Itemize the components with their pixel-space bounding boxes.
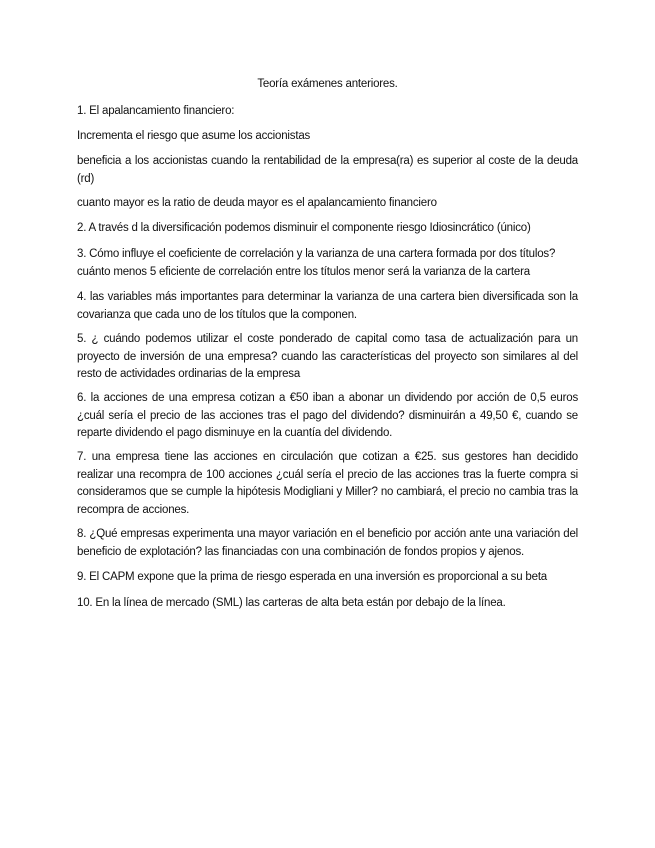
paragraph-question-1: 1. El apalancamiento financiero: bbox=[77, 105, 235, 117]
paragraph-answer-1b: beneficia a los accionistas cuando la rentabilidad de la empresa(ra) es superior al coste de la deuda (rd) bbox=[77, 155, 578, 185]
paragraph-item-2: 2. A través d la diversificación podemos disminuir el componente riesgo Idiosincrático (único) bbox=[77, 222, 531, 234]
paragraph-item-10: 10. En la línea de mercado (SML) las carteras de alta beta están por debajo de la línea. bbox=[77, 597, 506, 609]
paragraph-item-8: 8. ¿Qué empresas experimenta una mayor variación en el beneficio por acción ante una variación del beneficio de explotación? las financiadas con una combinación de fondos propios y ajenos. bbox=[77, 528, 578, 558]
paragraph-answer-1a: Incrementa el riesgo que asume los accionistas bbox=[77, 130, 311, 142]
paragraph-item-9: 9. El CAPM expone que la prima de riesgo esperada en una inversión es proporcional a su beta bbox=[77, 571, 548, 583]
paragraph-item-4: 4. las variables más importantes para determinar la varianza de una cartera bien diversificada son la covarianza que cada uno de los títulos que la componen. bbox=[77, 291, 578, 321]
document-title: Teoría exámenes anteriores. bbox=[257, 78, 398, 90]
paragraph-item-5: 5. ¿ cuándo podemos utilizar el coste ponderado de capital como tasa de actualización para un proyecto de inversión de una empresa? cuando las características del proyecto son similares al del resto de actividades ordinarias de la empresa bbox=[77, 333, 578, 380]
paragraph-answer-1c: cuanto mayor es la ratio de deuda mayor es el apalancamiento financiero bbox=[77, 197, 437, 209]
paragraph-item-6: 6. la acciones de una empresa cotizan a €50 iban a abonar un dividendo por acción de 0,5 euros ¿cuál sería el precio de las acciones tras el pago del dividendo? disminuirán a 49,50 €, cuando se reparte dividendo el pago disminuye en la cuantía del dividendo. bbox=[77, 392, 578, 439]
paragraph-item-3: 3. Cómo influye el coeficiente de correlación y la varianza de una cartera formada por dos títulos? cuánto menos 5 eficiente de correlación entre los títulos menor será la varianza de la cartera bbox=[77, 248, 556, 278]
paragraph-item-7: 7. una empresa tiene las acciones en circulación que cotizan a €25. sus gestores han decidido realizar una recompra de 100 acciones ¿cuál sería el precio de las acciones tras la fuerte compra si consideramos que se cumple la hipótesis Modigliani y Miller? no cambiará, el precio no cambia tras la recompra de acciones. bbox=[77, 451, 578, 516]
